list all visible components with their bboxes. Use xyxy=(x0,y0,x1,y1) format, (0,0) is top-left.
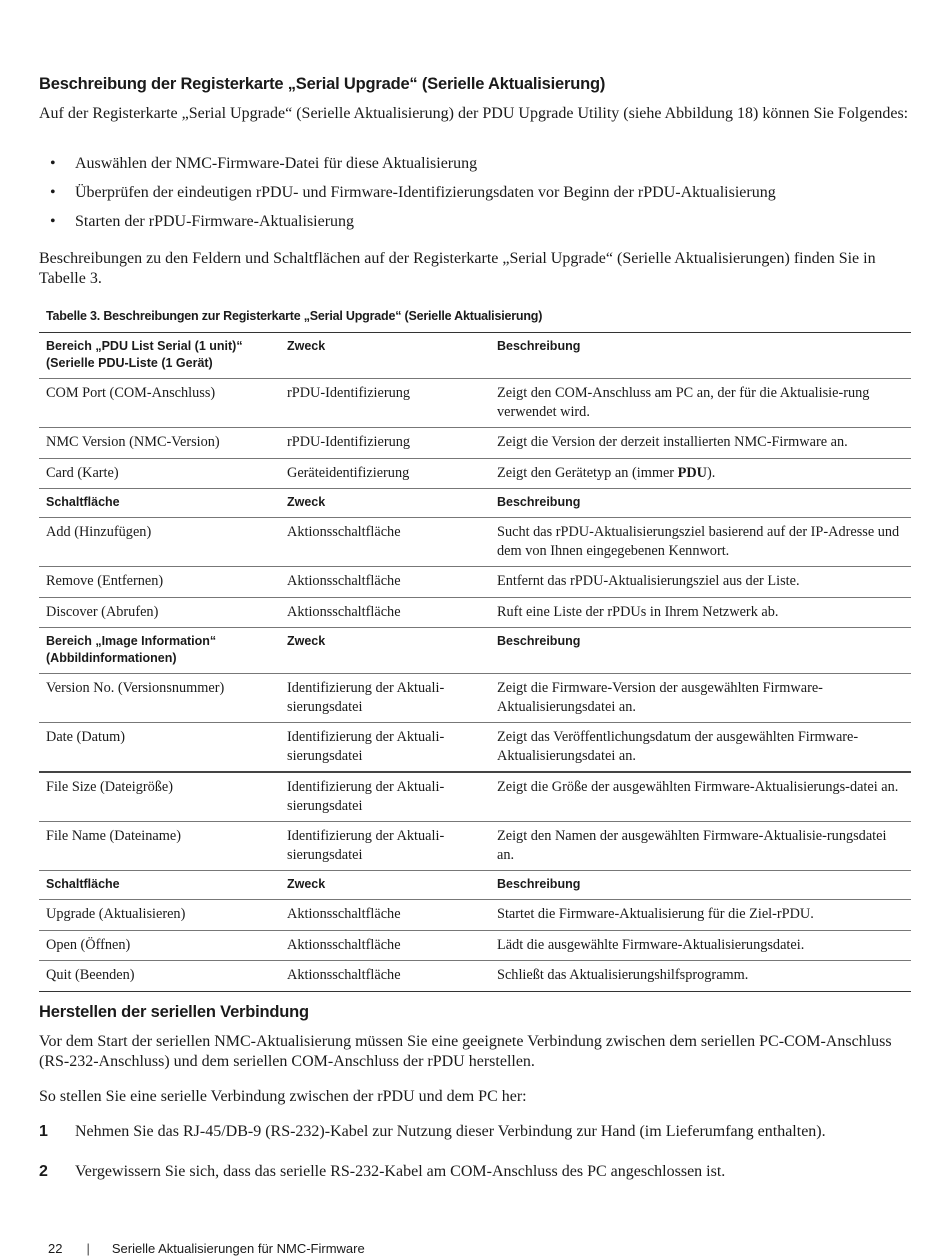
table-header-row xyxy=(39,871,911,900)
table-cell: Entfernt das rPDU-Aktualisierungsziel aus der Liste. xyxy=(490,567,911,598)
table-row xyxy=(39,428,911,459)
table-cell: Identifizierung der Aktuali-sierungsdatei xyxy=(280,822,490,871)
table-header-row xyxy=(39,333,911,379)
step-list xyxy=(39,1122,899,1202)
table-cell: Sucht das rPDU-Aktualisierungsziel basierend auf der IP-Adresse und dem von Ihnen eingegebenen Kennwort. xyxy=(490,518,911,567)
table-cell: Discover (Abrufen) xyxy=(39,597,280,628)
table-cell: Aktionsschaltfläche xyxy=(280,518,490,567)
table-header-cell: Beschreibung xyxy=(490,489,911,518)
table-cell: Identifizierung der Aktuali-sierungsdatei xyxy=(280,723,490,773)
table-cell: Identifizierung der Aktuali-sierungsdatei xyxy=(280,772,490,822)
table-row xyxy=(39,723,911,773)
table-row xyxy=(39,567,911,598)
step-text: Vergewissern Sie sich, dass das serielle RS-232-Kabel am COM-Anschluss des PC angeschlossen ist. xyxy=(75,1163,726,1180)
table-header-cell: Schaltfläche xyxy=(39,489,280,518)
table-row xyxy=(39,379,911,428)
table-cell: File Size (Dateigröße) xyxy=(39,772,280,822)
table-header-cell: Bereich „PDU List Serial (1 unit)“ (Serielle PDU-Liste (1 Gerät) xyxy=(39,333,280,379)
step-item xyxy=(39,1122,899,1142)
section-heading-serial-connection: Herstellen der seriellen Verbindung xyxy=(39,1003,309,1021)
section2-intro-paragraph: Vor dem Start der seriellen NMC-Aktualisierung müssen Sie eine geeignete Verbindung zwischen dem seriellen PC-COM-Anschluss (RS-232-Anschluss) und dem seriellen COM-Anschluss der rPDU herstellen. xyxy=(39,1033,892,1070)
table-header-cell: Schaltfläche xyxy=(39,871,280,900)
page-number: 22 xyxy=(48,1241,63,1256)
table-row xyxy=(39,674,911,723)
table-cell: Aktionsschaltfläche xyxy=(280,961,490,992)
list-item xyxy=(39,212,776,241)
step-item xyxy=(39,1162,899,1182)
list-item xyxy=(39,154,776,183)
table-body xyxy=(39,333,911,992)
section-outro-paragraph: Beschreibungen zu den Feldern und Schaltflächen auf der Registerkarte „Serial Upgrade“ (Serielle Aktualisierungen) finden Sie in Tabelle 3. xyxy=(39,250,876,287)
table-header-cell: Beschreibung xyxy=(490,871,911,900)
table-cell: Add (Hinzufügen) xyxy=(39,518,280,567)
list-item-text: Überprüfen der eindeutigen rPDU- und Firmware-Identifizierungsdaten vor Beginn der rPDU-Aktualisierung xyxy=(75,184,776,201)
table-cell: Aktionsschaltfläche xyxy=(280,567,490,598)
table-header-row xyxy=(39,628,911,674)
list-item-text: Auswählen der NMC-Firmware-Datei für diese Aktualisierung xyxy=(75,155,478,172)
table-cell: Identifizierung der Aktuali-sierungsdatei xyxy=(280,674,490,723)
table-cell: Geräteidentifizierung xyxy=(280,458,490,489)
table-row xyxy=(39,900,911,931)
table-cell: Version No. (Versionsnummer) xyxy=(39,674,280,723)
table-cell: rPDU-Identifizierung xyxy=(280,379,490,428)
bullet-icon: • xyxy=(50,213,56,230)
page-footer xyxy=(48,1241,365,1256)
table-cell: Zeigt die Version der derzeit installierten NMC-Firmware an. xyxy=(490,428,911,459)
table-row xyxy=(39,597,911,628)
table-header-row xyxy=(39,489,911,518)
table-cell: Zeigt den Namen der ausgewählten Firmware-Aktualisie-rungsdatei an. xyxy=(490,822,911,871)
table-cell: Zeigt die Größe der ausgewählten Firmware-Aktualisierungs-datei an. xyxy=(490,772,911,822)
section-heading-serial-upgrade: Beschreibung der Registerkarte „Serial Upgrade“ (Serielle Aktualisierung) xyxy=(39,75,606,93)
table-cell: Card (Karte) xyxy=(39,458,280,489)
table-cell: Aktionsschaltfläche xyxy=(280,900,490,931)
table-cell: Zeigt das Veröffentlichungsdatum der ausgewählten Firmware-Aktualisierungsdatei an. xyxy=(490,723,911,773)
table-header-cell: Beschreibung xyxy=(490,628,911,674)
step-number: 2 xyxy=(39,1163,48,1180)
table-row xyxy=(39,458,911,489)
table-cell: NMC Version (NMC-Version) xyxy=(39,428,280,459)
table-cell: Open (Öffnen) xyxy=(39,930,280,961)
table-row xyxy=(39,961,911,992)
table-row xyxy=(39,772,911,822)
bullet-icon: • xyxy=(50,155,56,172)
table-header-cell: Bereich „Image Information“ (Abbildinformationen) xyxy=(39,628,280,674)
table-cell: Quit (Beenden) xyxy=(39,961,280,992)
table-cell: Aktionsschaltfläche xyxy=(280,930,490,961)
table-header-cell: Zweck xyxy=(280,871,490,900)
table-row xyxy=(39,930,911,961)
table-header-cell: Zweck xyxy=(280,489,490,518)
table-cell: COM Port (COM-Anschluss) xyxy=(39,379,280,428)
feature-bullet-list xyxy=(39,154,776,241)
cell-bold-text: PDU xyxy=(677,464,708,481)
footer-title: Serielle Aktualisierungen für NMC-Firmware xyxy=(111,1241,365,1256)
table-header-cell: Beschreibung xyxy=(490,333,911,379)
table-row xyxy=(39,822,911,871)
list-item-text: Starten der rPDU-Firmware-Aktualisierung xyxy=(75,213,355,230)
table-cell xyxy=(490,458,911,489)
table-header-cell: Zweck xyxy=(280,333,490,379)
section-intro-paragraph: Auf der Registerkarte „Serial Upgrade“ (Serielle Aktualisierung) der PDU Upgrade Utility (siehe Abbildung 18) können Sie Folgendes: xyxy=(39,105,909,122)
cell-text: ). xyxy=(707,464,716,481)
table-caption: Tabelle 3. Beschreibungen zur Registerkarte „Serial Upgrade“ (Serielle Aktualisierung) xyxy=(46,309,543,323)
table-cell: Upgrade (Aktualisieren) xyxy=(39,900,280,931)
table-cell: Ruft eine Liste der rPDUs in Ihrem Netzwerk ab. xyxy=(490,597,911,628)
table-header-cell: Zweck xyxy=(280,628,490,674)
table-cell: Schließt das Aktualisierungshilfsprogramm. xyxy=(490,961,911,992)
footer-separator: | xyxy=(86,1241,90,1256)
step-number: 1 xyxy=(39,1123,48,1140)
bullet-icon: • xyxy=(50,184,56,201)
table-cell: Aktionsschaltfläche xyxy=(280,597,490,628)
table-cell: rPDU-Identifizierung xyxy=(280,428,490,459)
table-cell: File Name (Dateiname) xyxy=(39,822,280,871)
table-cell: Lädt die ausgewählte Firmware-Aktualisierungsdatei. xyxy=(490,930,911,961)
table-cell: Zeigt die Firmware-Version der ausgewählten Firmware-Aktualisierungsdatei an. xyxy=(490,674,911,723)
table-cell: Startet die Firmware-Aktualisierung für die Ziel-rPDU. xyxy=(490,900,911,931)
list-item xyxy=(39,183,776,212)
description-table xyxy=(39,332,911,992)
section2-lead-paragraph: So stellen Sie eine serielle Verbindung zwischen der rPDU und dem PC her: xyxy=(39,1088,527,1105)
cell-text: Zeigt den Gerätetyp an (immer xyxy=(497,464,678,481)
table-cell: Remove (Entfernen) xyxy=(39,567,280,598)
table-cell: Zeigt den COM-Anschluss am PC an, der für die Aktualisie-rung verwendet wird. xyxy=(490,379,911,428)
table-cell: Date (Datum) xyxy=(39,723,280,773)
table-row xyxy=(39,518,911,567)
step-text: Nehmen Sie das RJ-45/DB-9 (RS-232)-Kabel zur Nutzung dieser Verbindung zur Hand (im Lieferumfang enthalten). xyxy=(75,1123,826,1140)
